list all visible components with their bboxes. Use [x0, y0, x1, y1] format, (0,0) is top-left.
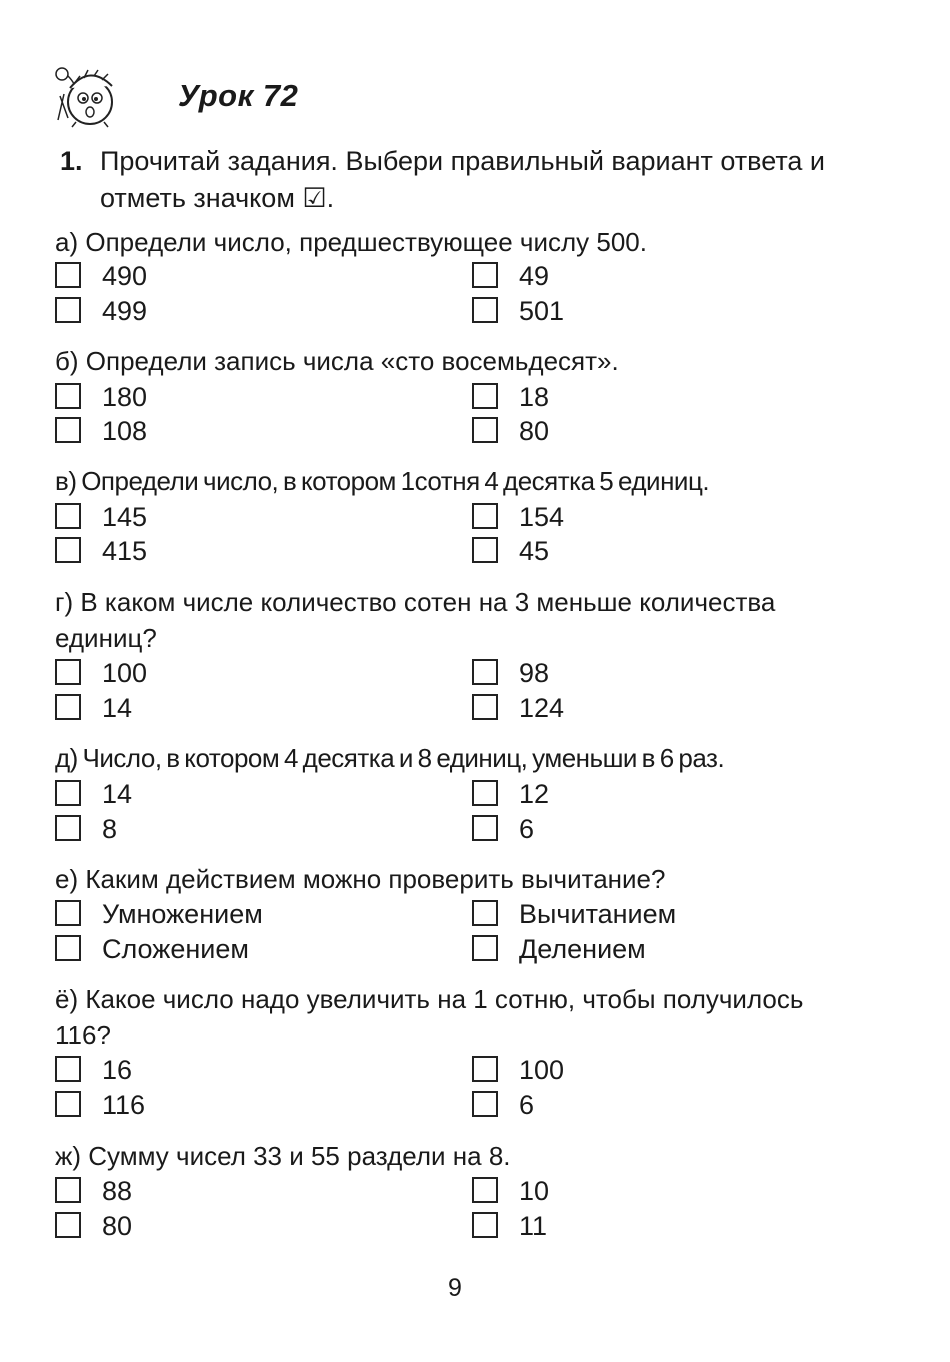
- answer-checkbox[interactable]: [55, 503, 81, 529]
- option-label: 499: [102, 296, 148, 326]
- option-label: 16: [102, 1055, 133, 1085]
- answer-checkbox[interactable]: [55, 383, 81, 409]
- answer-checkbox[interactable]: [55, 1056, 81, 1082]
- answer-checkbox[interactable]: [55, 297, 81, 323]
- answer-checkbox[interactable]: [55, 694, 81, 720]
- answer-checkbox[interactable]: [472, 383, 498, 409]
- task-instruction: [60, 143, 880, 217]
- option-label: 11: [519, 1211, 548, 1241]
- option-label: 501: [519, 296, 565, 326]
- answer-checkbox[interactable]: [472, 417, 498, 443]
- answer-checkbox[interactable]: [55, 1091, 81, 1117]
- option-label: 88: [102, 1176, 133, 1206]
- option-label: Вычитанием: [519, 899, 677, 929]
- answer-checkbox[interactable]: [472, 503, 498, 529]
- option-label: 49: [519, 261, 550, 291]
- answer-checkbox[interactable]: [55, 780, 81, 806]
- task-text: Прочитай задания. Выбери правильный вариант ответа и отметь значком ☑.: [100, 146, 825, 213]
- answer-checkbox[interactable]: [472, 900, 498, 926]
- answer-checkbox[interactable]: [55, 262, 81, 288]
- option-label: 14: [102, 693, 133, 723]
- answer-checkbox[interactable]: [55, 1212, 81, 1238]
- answer-checkbox[interactable]: [472, 1212, 498, 1238]
- question-e: е) Каким действием можно проверить вычитание?: [55, 864, 666, 894]
- option-label: 180: [102, 382, 148, 412]
- question-a: а) Определи число, предшествующее числу 500.: [55, 227, 647, 257]
- option-label: Делением: [519, 934, 646, 964]
- option-label: Сложением: [102, 934, 249, 964]
- option-label: Умножением: [102, 899, 263, 929]
- option-label: 8: [102, 814, 118, 844]
- option-label: 124: [519, 693, 565, 723]
- owl-mascot-icon: [50, 60, 122, 128]
- question-zh: ж) Сумму чисел 33 и 55 раздели на 8.: [55, 1141, 511, 1171]
- answer-checkbox[interactable]: [472, 815, 498, 841]
- option-label: 98: [519, 658, 550, 688]
- answer-checkbox[interactable]: [472, 780, 498, 806]
- answer-checkbox[interactable]: [55, 900, 81, 926]
- answer-checkbox[interactable]: [55, 537, 81, 563]
- question-g: г) В каком числе количество сотен на 3 меньше количества единиц?: [55, 587, 776, 653]
- question-d: д) Число, в котором 4 десятка и 8 единиц, уменьши в 6 раз.: [55, 743, 725, 773]
- answer-checkbox[interactable]: [472, 659, 498, 685]
- answer-checkbox[interactable]: [55, 815, 81, 841]
- answer-checkbox[interactable]: [472, 1177, 498, 1203]
- question-b: б) Определи запись числа «сто восемьдесят».: [55, 346, 619, 376]
- answer-checkbox[interactable]: [55, 1177, 81, 1203]
- option-label: 14: [102, 779, 133, 809]
- option-label: 45: [519, 536, 550, 566]
- option-label: 80: [102, 1211, 133, 1241]
- answer-checkbox[interactable]: [472, 694, 498, 720]
- question-v: в) Определи число, в котором 1сотня 4 десятка 5 единиц.: [55, 466, 710, 496]
- lesson-header: [50, 60, 450, 130]
- answer-checkbox[interactable]: [472, 1091, 498, 1117]
- option-label: 154: [519, 502, 565, 532]
- page-number: 9: [448, 1274, 462, 1302]
- option-label: 6: [519, 814, 535, 844]
- answer-checkbox[interactable]: [472, 262, 498, 288]
- option-label: 145: [102, 502, 148, 532]
- answer-checkbox[interactable]: [472, 297, 498, 323]
- option-label: 100: [102, 658, 148, 688]
- answer-checkbox[interactable]: [55, 659, 81, 685]
- answer-checkbox[interactable]: [55, 935, 81, 961]
- option-label: 100: [519, 1055, 565, 1085]
- answer-checkbox[interactable]: [55, 417, 81, 443]
- option-label: 116: [102, 1090, 146, 1120]
- option-label: 490: [102, 261, 148, 291]
- option-label: 10: [519, 1176, 550, 1206]
- task-number: 1.: [60, 146, 83, 176]
- option-label: 6: [519, 1090, 535, 1120]
- option-label: 415: [102, 536, 148, 566]
- option-label: 80: [519, 416, 550, 446]
- option-label: 12: [519, 779, 550, 809]
- answer-checkbox[interactable]: [472, 537, 498, 563]
- answer-checkbox[interactable]: [472, 1056, 498, 1082]
- answer-checkbox[interactable]: [472, 935, 498, 961]
- question-yo: ё) Какое число надо увеличить на 1 сотню, чтобы получилось 116?: [55, 984, 804, 1050]
- lesson-title: Урок 72: [178, 78, 299, 113]
- option-label: 18: [519, 382, 550, 412]
- option-label: 108: [102, 416, 148, 446]
